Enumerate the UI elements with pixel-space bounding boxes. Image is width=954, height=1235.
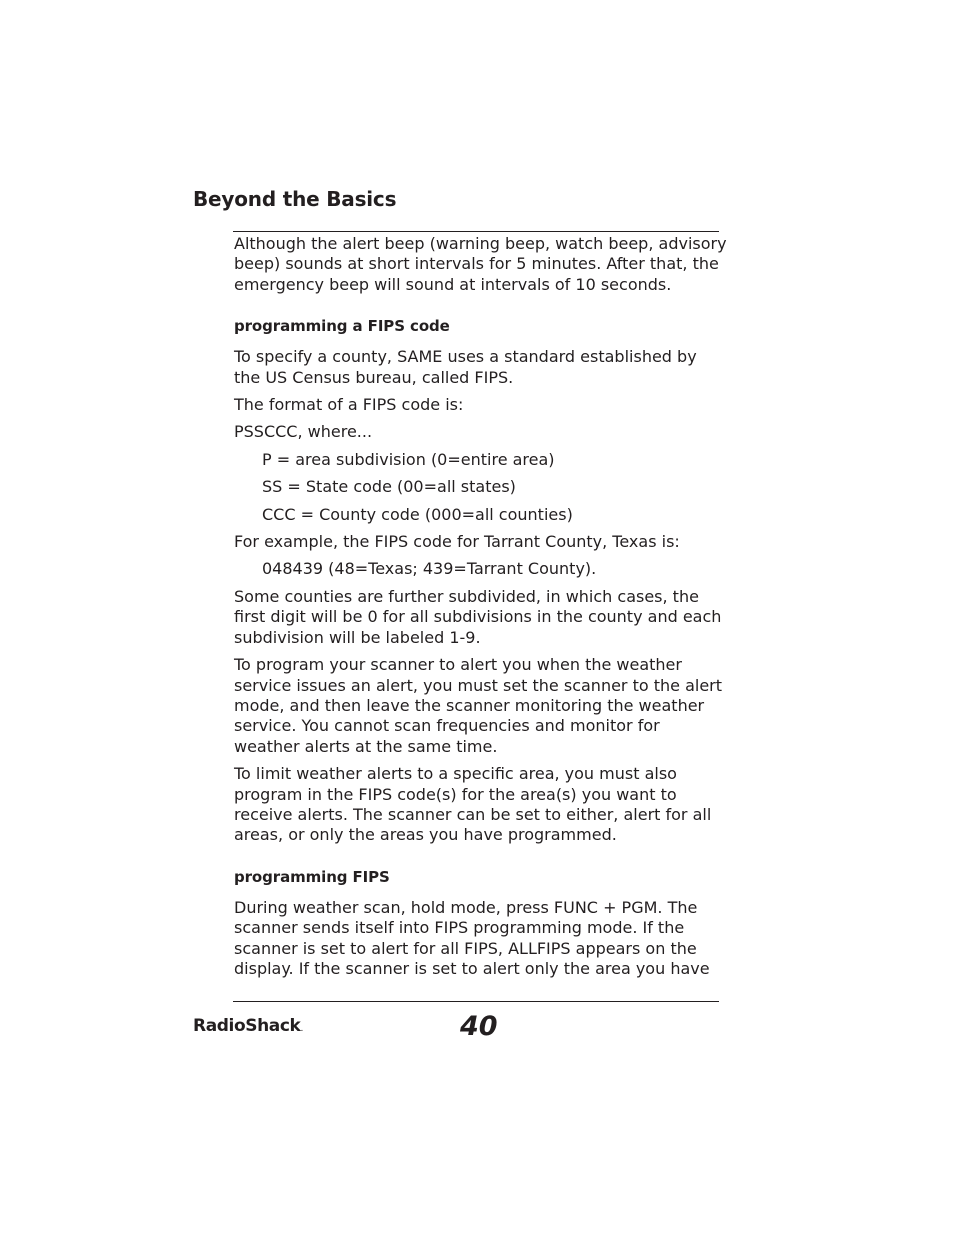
page-number: 40	[460, 1011, 498, 1042]
county-paragraph: To specify a county, SAME uses a standard established by the US Census bureau, called FIPS.	[234, 347, 697, 387]
subdivided-paragraph: Some counties are further subdivided, in which cases, the first digit will be 0 for all subdivisions in the county and each subdivision will be labeled 1-9.	[234, 586, 722, 647]
bottom-rule	[233, 1001, 719, 1002]
intro-paragraph: Although the alert beep (warning beep, watch beep, advisory beep) sounds at short intervals for 5 minutes. After that, the emergency beep will sound at intervals of 10 seconds.	[234, 234, 727, 294]
program-alert-paragraph: To program your scanner to alert you when the weather service issues an alert, you must set the scanner to the alert mode, and then leave the scanner monitoring the weather service. You cannot scan frequencies and monitor for weather alerts at the same time.	[234, 655, 723, 756]
definition-p: P = area subdivision (0=entire area)	[262, 449, 555, 469]
section-title: Beyond the Basics	[193, 187, 397, 211]
brand-dot: .	[300, 1024, 303, 1034]
body-text	[234, 234, 727, 979]
limit-alerts-paragraph: To limit weather alerts to a specific area, you must also program in the FIPS code(s) for the area(s) you want to receive alerts. The scanner can be set to either, alert for all areas, or only the areas you have programmed.	[234, 764, 712, 845]
brand-logo	[193, 1014, 303, 1041]
example-paragraph: For example, the FIPS code for Tarrant County, Texas is:	[234, 532, 680, 552]
top-rule	[233, 231, 719, 232]
pssccc-paragraph: PSSCCC, where...	[234, 422, 373, 442]
subheading-programming-fips: programming FIPS	[234, 867, 390, 886]
brand-name: RadioShack	[193, 1016, 301, 1036]
definition-ss: SS = State code (00=all states)	[262, 477, 516, 497]
example-code: 048439 (48=Texas; 439=Tarrant County).	[262, 559, 597, 579]
subheading-programming-fips-code: programming a FIPS code	[234, 317, 450, 336]
definition-ccc: CCC = County code (000=all counties)	[262, 504, 573, 524]
during-weather-scan-paragraph: During weather scan, hold mode, press FUNC + PGM. The scanner sends itself into FIPS programming mode. If the scanner is set to alert for all FIPS, ALLFIPS appears on the display. If the scanner is set to alert only the area you have	[234, 897, 710, 978]
format-paragraph: The format of a FIPS code is:	[234, 395, 464, 415]
